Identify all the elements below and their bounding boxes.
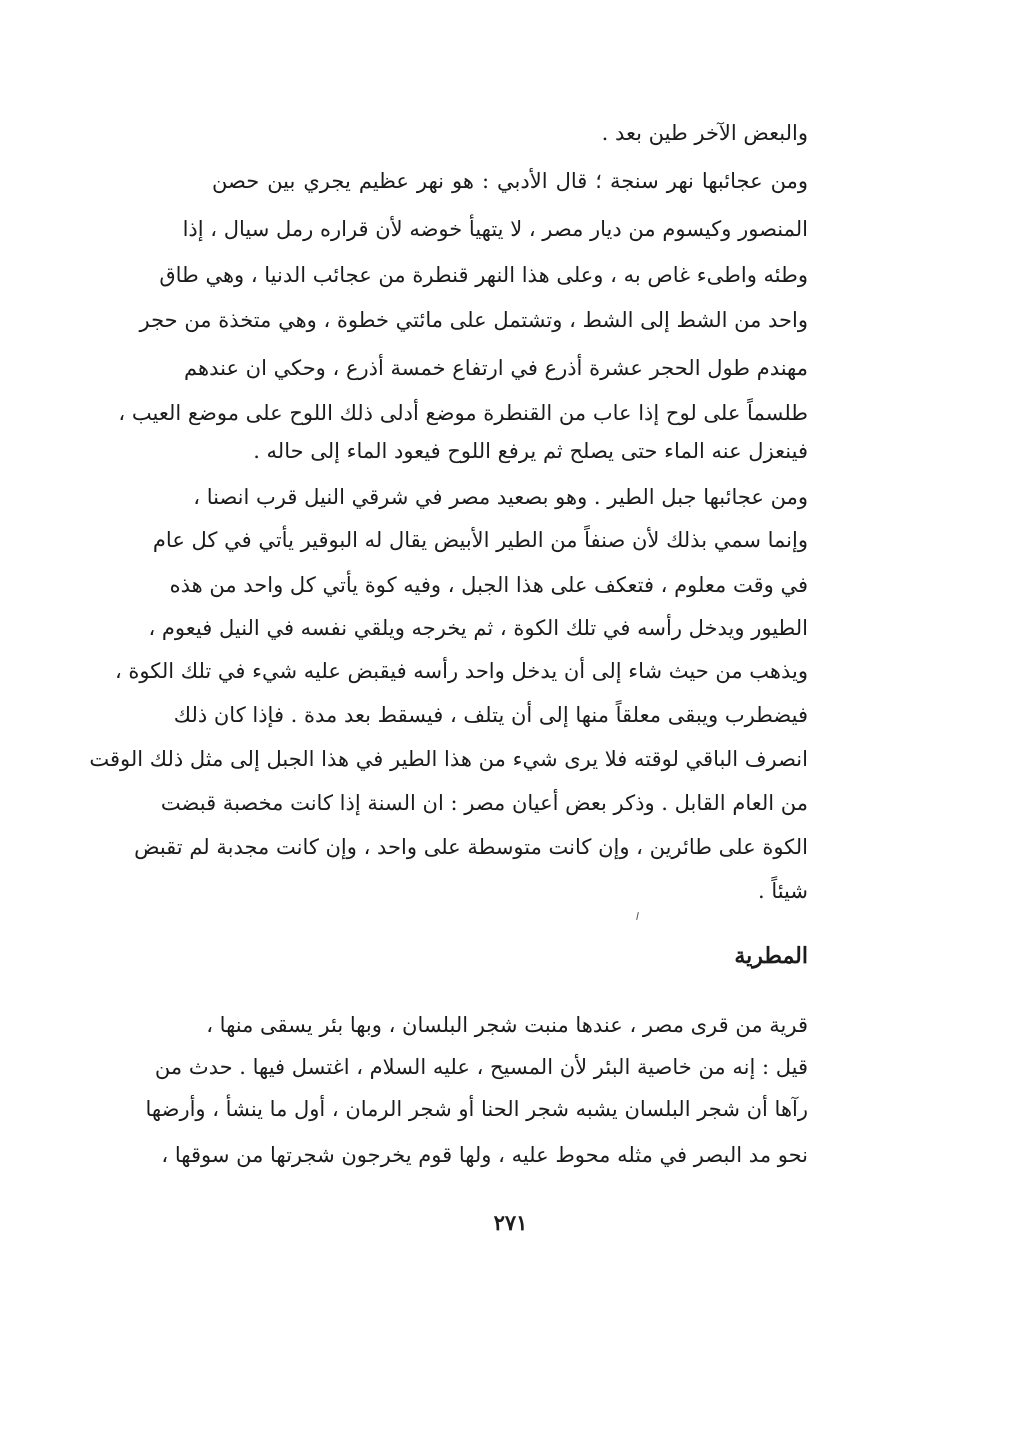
text-line: قيل : إنه من خاصية البئر لأن المسيح ، عليه السلام ، اغتسل فيها . حدث من [154,1055,808,1079]
text-line: والبعض الآخر طين بعد . [601,121,808,145]
text-line: وطئه واطىء غاص به ، وعلى هذا النهر قنطرة من عجائب الدنيا ، وهي طاق [159,263,808,287]
text-line: رآها أن شجر البلسان يشبه شجر الحنا أو شجر الرمان ، أول ما ينشأ ، وأرضها [145,1097,808,1121]
text-line: شيئاً . [757,879,808,903]
text-line: في وقت معلوم ، فتعكف على هذا الجبل ، وفيه كوة يأتي كل واحد من هذه [169,573,808,597]
section-heading: المطرية [734,943,808,969]
text-line: من العام القابل . وذكر بعض أعيان مصر : ان السنة إذا كانت مخصبة قبضت [160,791,808,815]
text-line: الكوة على طائرين ، وإن كانت متوسطة على واحد ، وإن كانت مجدبة لم تقبض [134,835,808,859]
scan-speck [636,912,639,920]
text-line: وإنما سمي بذلك لأن صنفاً من الطير الأبيض يقال له البوقير يأتي في كل عام [152,528,808,552]
text-line: انصرف الباقي لوقته فلا يرى شيء من هذا الطير في هذا الجبل إلى مثل ذلك الوقت [89,747,808,771]
text-line: طلسماً على لوح إذا عاب من القنطرة موضع أدلى ذلك اللوح على موضع العيب ، [118,401,808,425]
page-number: ٢٧١ [493,1210,528,1235]
text-line: فيضطرب ويبقى معلقاً منها إلى أن يتلف ، فيسقط بعد مدة . فإذا كان ذلك [173,703,808,727]
text-line: المنصور وكيسوم من ديار مصر ، لا يتهيأ خوضه لأن قراره رمل سيال ، إذا [182,217,808,241]
text-line: ومن عجائبها نهر سنجة ؛ قال الأدبي : هو نهر عظيم يجري بين حصن [212,169,808,193]
text-line: مهندم طول الحجر عشرة أذرع في ارتفاع خمسة أذرع ، وحكي ان عندهم [184,356,808,380]
text-line: قرية من قرى مصر ، عندها منبت شجر البلسان ، وبها بئر يسقى منها ، [206,1013,808,1037]
text-line: الطيور ويدخل رأسه في تلك الكوة ، ثم يخرجه ويلقي نفسه في النيل فيعوم ، [148,616,808,640]
text-line: فينعزل عنه الماء حتى يصلح ثم يرفع اللوح فيعود الماء إلى حاله . [253,439,808,463]
text-line: واحد من الشط إلى الشط ، وتشتمل على مائتي خطوة ، وهي متخذة من حجر [139,308,808,332]
text-line: ومن عجائبها جبل الطير . وهو بصعيد مصر في شرقي النيل قرب انصنا ، [193,485,808,509]
text-line: نحو مد البصر في مثله محوط عليه ، ولها قوم يخرجون شجرتها من سوقها ، [161,1143,808,1167]
text-line: ويذهب من حيث شاء إلى أن يدخل واحد رأسه فيقبض عليه شيء في تلك الكوة ، [114,659,808,683]
